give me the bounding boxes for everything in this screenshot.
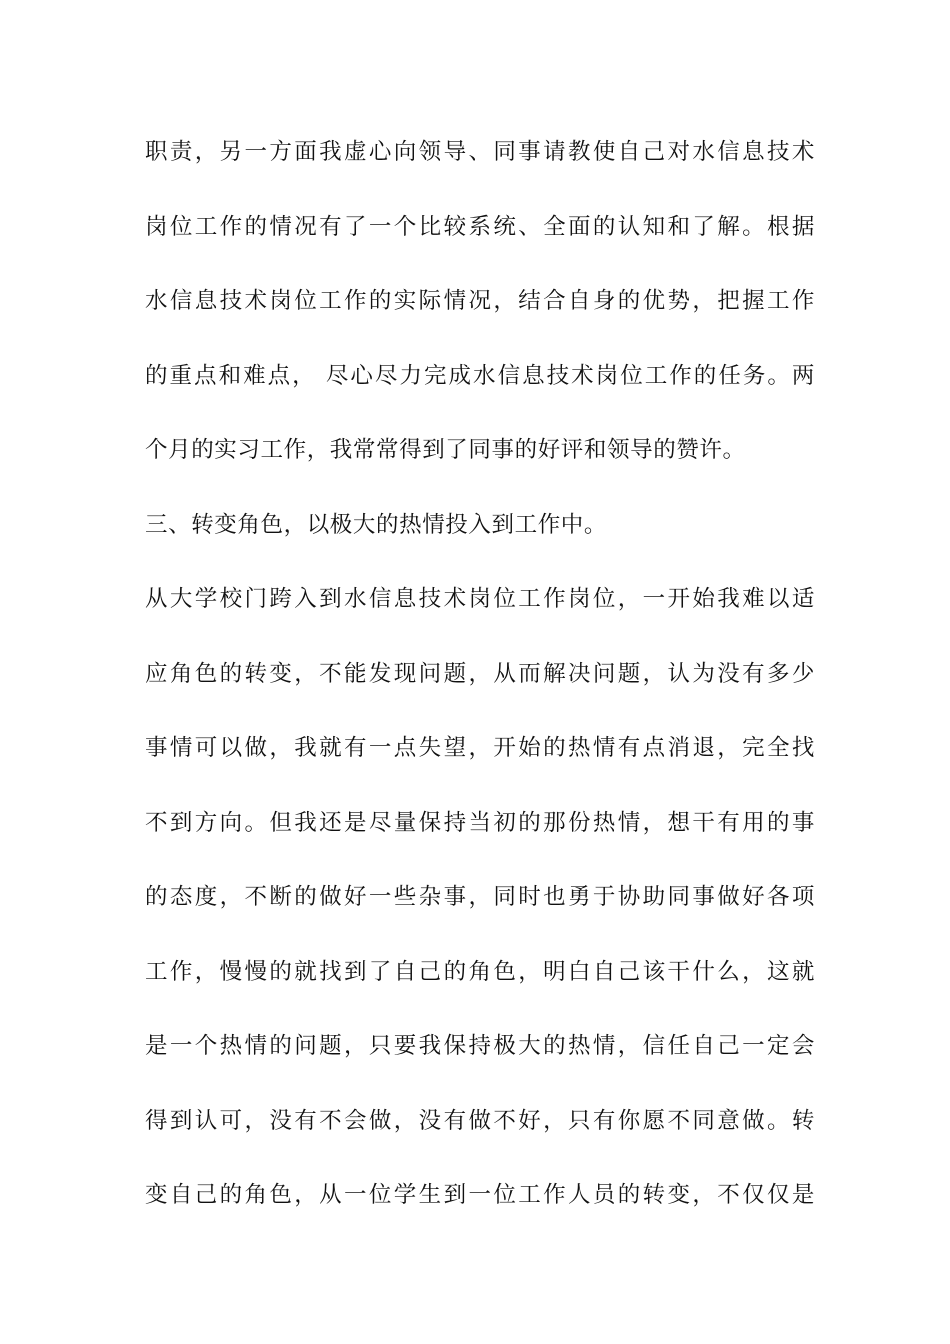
paragraph-line: 水信息技术岗位工作的实际情况，结合自身的优势，把握工作 xyxy=(145,288,815,314)
paragraph-line: 是一个热情的问题，只要我保持极大的热情，信任自己一定会 xyxy=(145,1033,815,1059)
paragraph-line: 岗位工作的情况有了一个比较系统、全面的认知和了解。根据 xyxy=(145,214,815,240)
paragraph-line: 变自己的角色，从一位学生到一位工作人员的转变，不仅仅是 xyxy=(145,1182,815,1208)
paragraph-line: 个月的实习工作，我常常得到了同事的好评和领导的赞许。 xyxy=(145,437,746,463)
paragraph-line: 得到认可，没有不会做，没有做不好，只有你愿不同意做。转 xyxy=(145,1108,815,1134)
section-heading: 三、转变角色，以极大的热情投入到工作中。 xyxy=(145,512,608,538)
paragraph-line: 不到方向。但我还是尽量保持当初的那份热情，想干有用的事 xyxy=(145,810,815,836)
paragraph-line: 工作，慢慢的就找到了自己的角色，明白自己该干什么，这就 xyxy=(145,959,815,985)
paragraph-line: 的重点和难点， 尽心尽力完成水信息技术岗位工作的任务。两 xyxy=(145,363,815,389)
paragraph-line: 应角色的转变，不能发现问题，从而解决问题，认为没有多少 xyxy=(145,661,815,687)
paragraph-line: 职责，另一方面我虚心向领导、同事请教使自己对水信息技术 xyxy=(145,139,815,165)
paragraph-line: 事情可以做，我就有一点失望，开始的热情有点消退，完全找 xyxy=(145,735,815,761)
paragraph-line: 的态度，不断的做好一些杂事，同时也勇于协助同事做好各项 xyxy=(145,884,815,910)
paragraph-line: 从大学校门跨入到水信息技术岗位工作岗位，一开始我难以适 xyxy=(145,586,815,612)
